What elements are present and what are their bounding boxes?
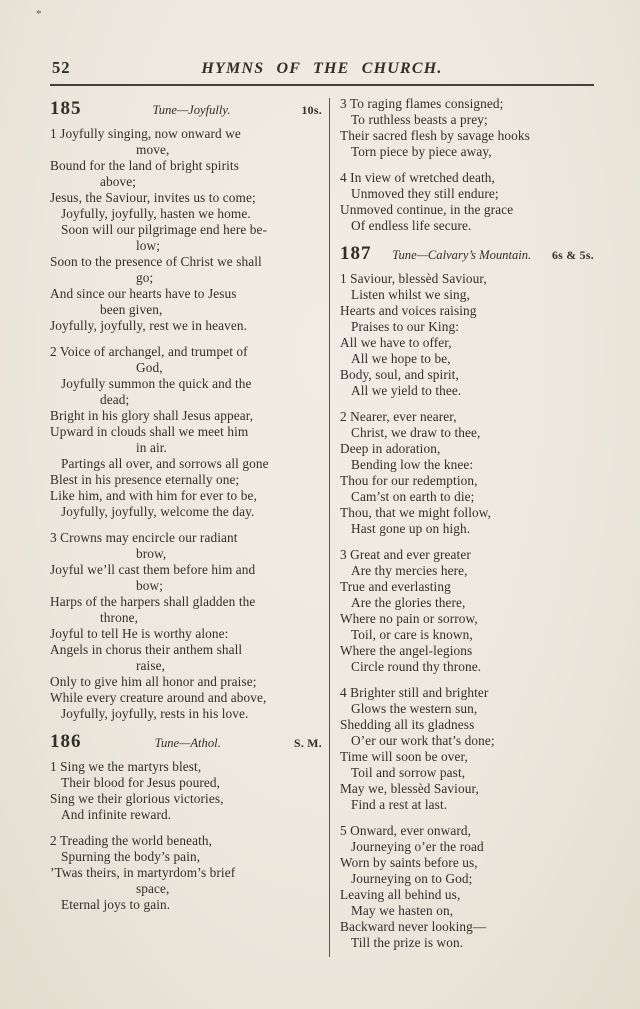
hymn-line: Where no pain or sorrow, xyxy=(340,611,478,626)
hymn-line: in air. xyxy=(136,440,167,455)
hymn-meter: 6s & 5s. xyxy=(551,248,594,262)
hymn-line: All we have to offer, xyxy=(340,335,452,350)
hymn-line: Cam’st on earth to die; xyxy=(351,489,475,504)
hymn-meter: S. M. xyxy=(293,736,322,750)
hymn-line: While every creature around and above, xyxy=(50,690,267,705)
hymn-heading-186 xyxy=(50,732,322,752)
hymn-line: Thou, that we might follow, xyxy=(340,505,492,520)
hymn-line: 1 Joyfully singing, now onward we xyxy=(50,126,241,141)
hymn-line: Journeying on to God; xyxy=(351,871,473,886)
hymn-line: Hast gone up on high. xyxy=(351,521,471,536)
hymn-line: 3 Great and ever greater xyxy=(340,547,471,562)
stanza xyxy=(50,759,322,823)
hymn-line: raise, xyxy=(136,658,166,673)
hymn-line: 2 Nearer, ever nearer, xyxy=(340,409,457,424)
hymn-line: 2 Treading the world beneath, xyxy=(50,833,213,848)
hymn-line: Their blood for Jesus poured, xyxy=(61,775,221,790)
stanza xyxy=(340,170,594,234)
hymn-line: Deep in adoration, xyxy=(340,441,441,456)
hymn-line: Of endless life secure. xyxy=(351,218,472,233)
scan-artifact: * xyxy=(36,8,42,20)
hymn-line: May we, blessèd Saviour, xyxy=(340,781,479,796)
hymn-line: dead; xyxy=(100,392,130,407)
hymn-line: 3 Crowns may encircle our radiant xyxy=(50,530,238,545)
hymn-line: 4 In view of wretched death, xyxy=(340,170,495,185)
hymn-line: go; xyxy=(136,270,154,285)
hymn-line: ’Twas theirs, in martyrdom’s brief xyxy=(50,865,236,880)
hymn-line: Joyfully, joyfully, hasten we home. xyxy=(61,206,251,221)
hymn-number: 186 xyxy=(50,731,82,752)
hymn-line: 5 Onward, ever onward, xyxy=(340,823,472,838)
hymn-line: Circle round thy throne. xyxy=(351,659,482,674)
hymn-line: Hearts and voices raising xyxy=(340,303,477,318)
hymn-line: Leaving all behind us, xyxy=(340,887,461,902)
left-column xyxy=(50,96,326,961)
stanza xyxy=(50,344,322,520)
hymn-line: Like him, and with him for ever to be, xyxy=(50,488,257,503)
hymn-line: Body, soul, and spirit, xyxy=(340,367,459,382)
hymn-line: above; xyxy=(100,174,137,189)
hymn-line: Their sacred flesh by savage hooks xyxy=(340,128,530,143)
hymn-line: And since our hearts have to Jesus xyxy=(50,286,237,301)
hymn-line: True and everlasting xyxy=(340,579,451,594)
hymn-line: throne, xyxy=(100,610,138,625)
hymn-line: Sing we their glorious victories, xyxy=(50,791,224,806)
hymn-line: move, xyxy=(136,142,170,157)
hymn-line: Toil and sorrow past, xyxy=(351,765,466,780)
hymn-tune: Tune—Calvary’s Mountain. xyxy=(392,248,532,262)
hymn-line: low; xyxy=(136,238,161,253)
stanza xyxy=(340,685,594,813)
hymn-line: Till the prize is won. xyxy=(351,935,464,950)
stanza xyxy=(50,530,322,722)
hymn-line: Toil, or care is known, xyxy=(351,627,473,642)
hymn-line: Are the glories there, xyxy=(351,595,466,610)
hymn-line: 4 Brighter still and brighter xyxy=(340,685,489,700)
stanza xyxy=(50,833,322,913)
hymn-line: And infinite reward. xyxy=(61,807,172,822)
hymn-line: Upward in clouds shall we meet him xyxy=(50,424,249,439)
hymn-line: Angels in chorus their anthem shall xyxy=(50,642,243,657)
stanza xyxy=(340,271,594,399)
hymn-line: Time will soon be over, xyxy=(340,749,468,764)
hymn-line: Are thy mercies here, xyxy=(351,563,468,578)
hymn-line: Listen whilst we sing, xyxy=(351,287,470,302)
hymn-line: been given, xyxy=(100,302,163,317)
hymn-line: Joyfully, joyfully, rest we in heaven. xyxy=(50,318,248,333)
hymn-line: Torn piece by piece away, xyxy=(351,144,492,159)
hymn-number: 187 xyxy=(340,243,372,264)
hymn-line: bow; xyxy=(136,578,163,593)
stanza xyxy=(340,823,594,951)
stanza xyxy=(50,126,322,334)
hymn-line: To ruthless beasts a prey; xyxy=(351,112,488,127)
header-rule xyxy=(50,84,594,86)
hymn-line: Journeying o’er the road xyxy=(351,839,484,854)
hymn-line: Thou for our redemption, xyxy=(340,473,478,488)
stanza xyxy=(340,96,594,160)
hymn-line: Joyfully, joyfully, rests in his love. xyxy=(61,706,249,721)
hymn-line: Glows the western sun, xyxy=(351,701,478,716)
hymn-meter: 10s. xyxy=(301,103,322,117)
hymn-heading-187 xyxy=(340,244,594,264)
hymn-line: Christ, we draw to thee, xyxy=(351,425,481,440)
right-column xyxy=(339,96,594,961)
hymn-line: space, xyxy=(136,881,170,896)
hymn-tune: Tune—Athol. xyxy=(154,736,221,750)
hymn-line: Backward never looking— xyxy=(340,919,487,934)
hymn-tune: Tune—Joyfully. xyxy=(152,103,231,117)
stanza xyxy=(340,409,594,537)
hymn-line: 2 Voice of archangel, and trumpet of xyxy=(50,344,248,359)
hymn-line: Soon will our pilgrimage end here be- xyxy=(61,222,268,237)
hymn-line: Spurning the body’s pain, xyxy=(61,849,201,864)
hymn-line: Eternal joys to gain. xyxy=(61,897,171,912)
hymn-line: O’er our work that’s done; xyxy=(351,733,495,748)
hymn-line: All we hope to be, xyxy=(351,351,451,366)
running-title: HYMNS OF THE CHURCH. xyxy=(201,60,443,77)
column-divider xyxy=(329,98,330,957)
hymn-line: Only to give him all honor and praise; xyxy=(50,674,257,689)
hymn-line: All we yield to thee. xyxy=(351,383,462,398)
hymn-line: God, xyxy=(136,360,163,375)
hymn-line: Harps of the harpers shall gladden the xyxy=(50,594,256,609)
hymn-line: Where the angel-legions xyxy=(340,643,473,658)
hymn-number: 185 xyxy=(50,98,82,119)
hymn-line: brow, xyxy=(136,546,167,561)
hymn-line: Blest in his presence eternally one; xyxy=(50,472,240,487)
stanza xyxy=(340,547,594,675)
hymn-line: Joyful we’ll cast them before him and xyxy=(50,562,256,577)
hymn-line: 1 Saviour, blessèd Saviour, xyxy=(340,271,487,286)
hymn-line: Unmoved continue, in the grace xyxy=(340,202,514,217)
hymn-line: Unmoved they still endure; xyxy=(351,186,499,201)
hymn-line: Bound for the land of bright spirits xyxy=(50,158,239,173)
hymn-line: Shedding all its gladness xyxy=(340,717,475,732)
page-header xyxy=(50,54,594,78)
hymn-line: May we hasten on, xyxy=(351,903,454,918)
hymn-line: Partings all over, and sorrows all gone xyxy=(61,456,269,471)
hymn-line: Joyfully, joyfully, welcome the day. xyxy=(61,504,255,519)
hymn-line: Worn by saints before us, xyxy=(340,855,478,870)
hymn-line: Soon to the presence of Christ we shall xyxy=(50,254,262,269)
page-number: 52 xyxy=(52,58,71,77)
hymn-line: Joyfully summon the quick and the xyxy=(61,376,252,391)
hymn-line: Find a rest at last. xyxy=(351,797,448,812)
hymn-line: Bending low the knee: xyxy=(351,457,474,472)
hymn-line: Jesus, the Saviour, invites us to come; xyxy=(50,190,256,205)
hymn-line: Praises to our King: xyxy=(351,319,459,334)
hymn-heading-185 xyxy=(50,99,322,119)
hymn-line: 3 To raging flames consigned; xyxy=(340,96,504,111)
text-columns xyxy=(50,96,594,961)
hymn-line: Bright in his glory shall Jesus appear, xyxy=(50,408,254,423)
hymn-line: Joyful to tell He is worthy alone: xyxy=(50,626,229,641)
hymn-line: 1 Sing we the martyrs blest, xyxy=(50,759,202,774)
